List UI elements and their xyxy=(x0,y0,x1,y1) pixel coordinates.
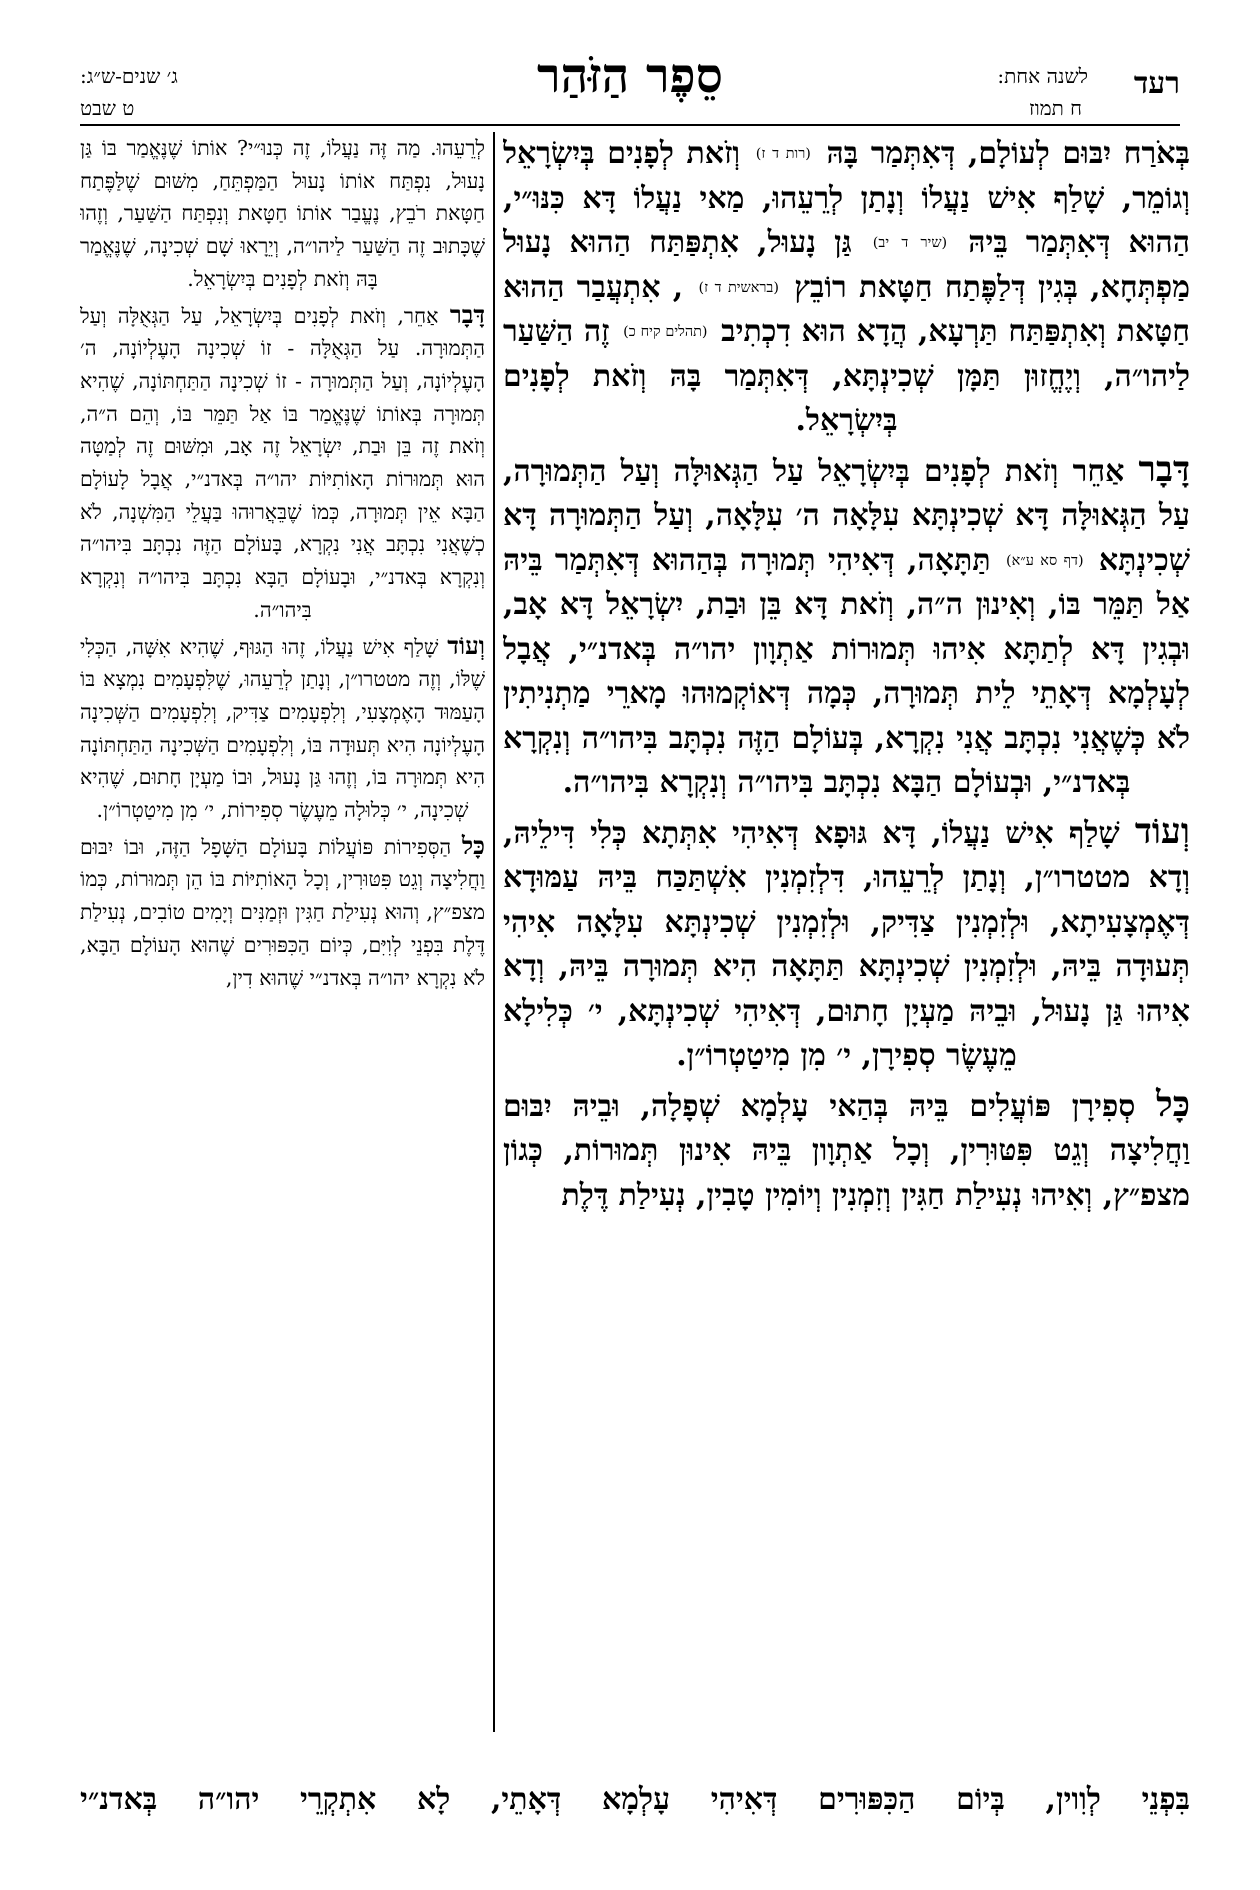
translation-text: לְרֵעֵהוּ. מַה זֶּה נַעֲלוֹ, זֶה כְּנוּ״י? אוֹתוֹ שֶׁנֶּאֱמַר בּוֹ גַּן נָעוּל, נִפְתַּח אוֹתוֹ נָעוּל הַמַּפְתֵּחַ, מִשּׁוּם שֶׁלַּפֶּתַח חַטָּאת רֹבֵץ, נֶעֱבַר אוֹתוֹ חַטָּאת וְנִפְתַּח הַשַּׁעַר, וְזֶהוּ שֶׁכָּתוּב זֶה הַשַּׁעַר לַיהו״ה, וְיֵרָאוּ שָׁם שְׁכִינָה, שֶׁנֶּאֱמַר בָּהּ וְזֹאת לְפָנִים בְּיִשְׂרָאֵל. xyxy=(80,136,485,291)
main-paragraph xyxy=(503,132,1190,444)
source-reference: (תהלים קיח כ) xyxy=(623,324,708,341)
translation-paragraph xyxy=(80,830,485,995)
paragraph-opening-word: וְעוֹד xyxy=(447,630,485,660)
main-text-column xyxy=(503,132,1190,1732)
main-text: זֶה הַשַּׁעַר לַיהו״ה, וְיֶחֱזוּן תַּמָּן שְׁכִינְתָּא, דְּאִתְּמַר בָּהּ וְזֹאת לְפָנִים בְּיִשְׂרָאֵל. xyxy=(503,314,1190,439)
page-header xyxy=(0,0,1260,130)
one-year-schedule-date: ח תמוז xyxy=(1029,96,1082,120)
translation-paragraph xyxy=(80,132,485,296)
paragraph-opening-word: כָּל xyxy=(461,830,485,860)
main-text: גַּן נָעוּל, אִתְפַּתַּח הַהוּא נָעוּל מַפְתְּחָא, בְּגִין דְּלַפֶּתַח חַטָּאת רוֹבֵץ xyxy=(503,225,1190,305)
main-paragraph xyxy=(503,810,1190,1079)
translation-column xyxy=(80,132,485,1732)
main-text: תַּתָּאָה, דְּאִיהִי תְּמוּרָה בְּהַהוּא דְּאִתְּמַר בֵּיהּ אַל תַּמֵּר בּוֹ, וְאִינוּן ה״ה, וְזֹאת דָּא בֵּן וּבַת, יִשְׂרָאֵל דָּא אָב, וּבְגִין דָּא לְתַתָּא אִיהוּ תְּמוּרוֹת אַתְוָון יהו״ה בְּאדנ״י, אֲבָל לְעָלְמָא דְּאָתֵי לֵית תְּמוּרָה, כְּמָה דְּאוֹקְמוּהוּ מָארֵי מַתְנִיתִין לֹא כְּשֶׁאֲנִי נִכְתָּב אֲנִי נִקְרָא, בְּעוֹלָם הַזֶּה נִכְתָּב בִּיהו״ה וְנִקְרָא בְּאדנ״י, וּבְעוֹלָם הַבָּא נִכְתָּב בִּיהו״ה וְנִקְרָא בִּיהו״ה. xyxy=(503,542,1190,801)
translation-text: אַחֵר, וְזֹאת לְפָנִים בְּיִשְׂרָאֵל, עַל הַגְּאֻלָּה וְעַל הַתְּמוּרָה. עַל הַגְּאֻלָּה - זוֹ שְׁכִינָה הָעֶלְיוֹנָה, ה׳ הָעֶלְיוֹנָה, וְעַל הַתְּמוּרָה - זוֹ שְׁכִינָה הַתַּחְתּוֹנָה, שֶׁהִיא תְּמוּרָה בְּאוֹתוֹ שֶׁנֶּאֱמַר בּוֹ אַל תַּמֵּר בּוֹ, וְהֵם ה״ה, וְזֹאת זֶה בֵּן וּבַת, יִשְׂרָאֵל זֶה אָב, וּמִשּׁוּם זֶה לְמַטָּה הוּא תְּמוּרוֹת הָאוֹתִיּוֹת יהו״ה בְּאדנ״י, אֲבָל לָעוֹלָם הַבָּא אֵין תְּמוּרָה, כְּמוֹ שֶׁבֵּאֲרוּהוּ בַּעֲלֵי הַמִּשְׁנָה, לֹא כְשֶׁאֲנִי נִכְתָּב אֲנִי נִקְרָא, בָּעוֹלָם הַזֶּה נִכְתָּב בִּיהו״ה וְנִקְרָא בְּאדנ״י, וּבָעוֹלָם הַבָּא נִכְתָּב בִּיהו״ה וְנִקְרָא בִּיהו״ה. xyxy=(80,303,485,622)
paragraph-opening-word: דָּבָר xyxy=(449,299,485,329)
translation-paragraph xyxy=(80,299,485,627)
main-paragraph xyxy=(503,448,1190,806)
page-reference: (דף סא ע״א) xyxy=(1005,552,1084,569)
full-width-closing-line: בִּפְנֵי לְוִוין, בְּיוֹם הַכִּפּוּרִים דְּאִיהִי עָלְמָא דְּאָתֵי, לָא אִתְקְרֵי יהו״ה בְּאדנ״י xyxy=(80,1782,1190,1817)
main-text: שָׁלַף אִישׁ נַעֲלוֹ, דָּא גּוּפָא דְּאִיהִי אִתְּתָא כְּלִי דִּילֵיהּ, וְדָא מטטרו״ן, וְנָתַן לְרֵעֵהוּ, דִּלְזִמְנִין אִשְׁתַּכַּח בֵּיהּ עַמּוּדָא דְּאֶמְצָעִיתָא, וּלְזִמְנִין צַדִּיק, וּלְזִמְנִין שְׁכִינְתָּא עִלָּאָה אִיהִי תְּעוּדָה בֵּיהּ, וּלְזִמְנִין שְׁכִינְתָּא תַּתָּאָה הִיא תְּמוּרָה בֵּיהּ, וְדָא אִיהוּ גַּן נָעוּל, וּבֵיהּ מַעְיָן חָתוּם, דְּאִיהִי שְׁכִינְתָּא, י׳ כְּלִילָא מֵעֶשֶׂר סְפִירָן, י׳ מִן מִיטַטְרוֹ״ן. xyxy=(503,815,1190,1074)
paragraph-opening-word: וְעוֹד xyxy=(1134,810,1190,852)
one-year-schedule-label: לשנה אחת: xyxy=(997,64,1088,88)
main-text: וְזֹאת לְפָנִים בְּיִשְׂרָאֵל וְגוֹמֵר, שָׁלַף אִישׁ נַעֲלוֹ וְנָתַן לְרֵעֵהוּ, מַאי נַעֲלוֹ דָּא כִּנּוּ״י, הַהוּא דְּאִתְּמַר בֵּיהּ xyxy=(503,136,1190,261)
source-reference: (בראשית ד ז) xyxy=(698,279,779,296)
translation-paragraph xyxy=(80,630,485,827)
book-title: סֵפֶר הַזֹּהַר xyxy=(537,48,723,104)
translation-text: הַסְּפִירוֹת פּוֹעֲלוֹת בָּעוֹלָם הַשָּׁפָל הַזֶּה, וּבוֹ יִבּוּם וַחֲלִיצָה וְגֵט פִּטּוּרִין, וְכָל הָאוֹתִיּוֹת בּוֹ הֵן תְּמוּרוֹת, כְּמוֹ מצפ״ץ, וְהוּא נְעִילַת חַגִּין וּזְמַנִּים וְיָמִים טוֹבִים, נְעִילַת דֶּלֶת בִּפְנֵי לְוִיִּם, כְּיוֹם הַכִּפּוּרִים שֶׁהוּא הָעוֹלָם הַבָּא, לֹא נִקְרָא יהו״ה בְּאדנ״י שֶׁהוּא דִין, xyxy=(80,834,485,990)
main-text: סְפִירָן פּוֹעֲלִים בֵּיהּ בְּהַאי עָלְמָא שְׁפָלָה, וּבֵיהּ יִבּוּם וַחֲלִיצָה וְגֵט פִּטּוּרִין, וְכָל אַתְוָון בֵּיהּ אִינוּן תְּמוּרוֹת, כְּגוֹן מצפ״ץ, וְאִיהוּ נְעִילַת חַגִּין וְזִמְנִין וְיוֹמִין טָבִין, נְעִילַת דֶּלֶת xyxy=(503,1088,1190,1213)
three-year-schedule-date: ט שבט xyxy=(80,96,135,120)
main-text: אַחֵר וְזֹאת לְפָנִים בְּיִשְׂרָאֵל עַל הַגְּאוּלָּה וְעַל הַתְּמוּרָה, עַל הַגְּאוּלָּה דָּא שְׁכִינְתָּא עִלָּאָה ה׳ עִלָּאָה, וְעַל הַתְּמוּרָה דָּא שְׁכִינְתָּא xyxy=(503,453,1190,578)
paragraph-opening-word: כָּל xyxy=(1156,1083,1190,1125)
source-reference: (שיר ד יב) xyxy=(872,235,948,252)
main-text: בְּאֹרַח יִבּוּם לְעוֹלָם, דְּאִתְּמַר בָּהּ xyxy=(826,136,1190,172)
column-divider xyxy=(493,132,495,1732)
source-reference: (רות ד ז) xyxy=(755,146,811,162)
three-year-schedule-label: ג׳ שנים-ש״ג: xyxy=(80,64,178,88)
main-text: , אִתְעֲבַר הַהוּא חַטָּאת וְאִתְפַּתַּח תַּרְעָא, הֲדָא הוּא דִכְתִיב xyxy=(503,269,1190,350)
header-rule xyxy=(80,124,1180,126)
paragraph-opening-word: דָּבָר xyxy=(1138,448,1190,490)
page-number: רעד xyxy=(1133,66,1180,101)
main-paragraph xyxy=(503,1083,1190,1219)
translation-text: שָׁלַף אִישׁ נַעֲלוֹ, זֶהוּ הַגּוּף, שֶׁהִיא אִשָּׁה, הַכְּלִי שֶׁלּוֹ, וְזֶה מטטרו״ן, וְנָתַן לְרֵעֵהוּ, שֶׁלִּפְעָמִים נִמְצָא בּוֹ הָעַמּוּד הָאֶמְצָעִי, וְלִפְעָמִים צַדִּיק, וְלִפְעָמִים הַשְּׁכִינָה הָעֶלְיוֹנָה הִיא תְּעוּדָה בּוֹ, וְלִפְעָמִים הַשְּׁכִינָה הַתַּחְתּוֹנָה הִיא תְּמוּרָה בּוֹ, וְזֶהוּ גַּן נָעוּל, וּבוֹ מַעְיָן חָתוּם, שֶׁהִיא שְׁכִינָה, י׳ כְּלוּלָה מֵעֶשֶׂר סְפִירוֹת, י׳ מִן מִיטַטְרוֹ״ן. xyxy=(80,634,485,823)
